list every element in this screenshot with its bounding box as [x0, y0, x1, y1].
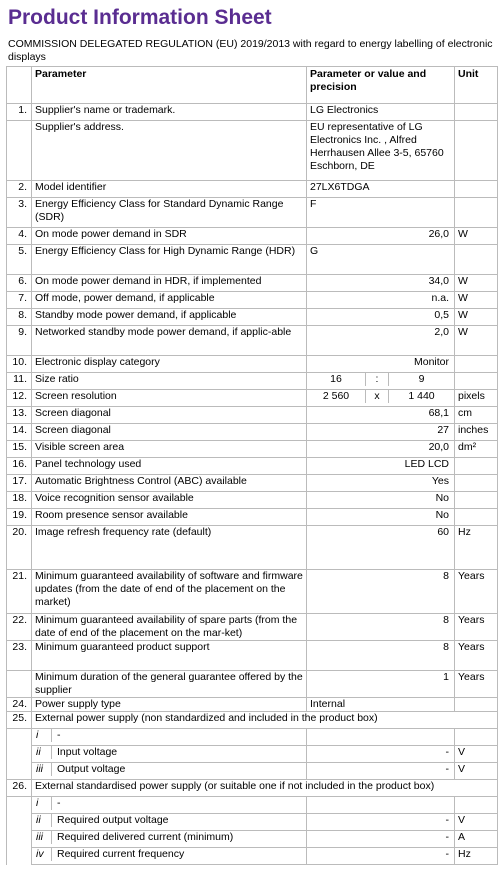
sub-row: [7, 746, 498, 763]
sub-row-parameter: [32, 848, 307, 865]
table-row: [7, 509, 498, 526]
sub-row-index: i: [32, 797, 52, 810]
row-parameter: Panel technology used: [32, 458, 307, 475]
row-unit: W: [455, 292, 498, 309]
row-parameter: Screen diagonal: [32, 407, 307, 424]
row-parameter: Standby mode power demand, if applicable: [32, 309, 307, 326]
row-value: 27LX6TDGA: [307, 181, 455, 198]
row-number: 1.: [7, 104, 32, 121]
row-unit: [455, 181, 498, 198]
table-row: [7, 407, 498, 424]
row-number: 10.: [7, 356, 32, 373]
row-value: n.a.: [307, 292, 455, 309]
sub-row-index: iii: [32, 763, 52, 776]
row-unit: [455, 373, 498, 390]
row-parameter: Energy Efficiency Class for High Dynamic Range (HDR): [32, 245, 307, 275]
row-number: 18.: [7, 492, 32, 509]
row-value: Monitor: [307, 356, 455, 373]
sub-row-spacer: [7, 797, 32, 814]
header-parameter: Parameter: [32, 67, 307, 104]
header-number: [7, 67, 32, 104]
sub-row-value: -: [307, 831, 455, 848]
row-unit: Years: [455, 641, 498, 671]
value-separator: x: [366, 390, 389, 403]
sub-row: [7, 797, 498, 814]
row-unit: [455, 356, 498, 373]
sub-row-spacer: [7, 848, 32, 865]
row-unit: [455, 245, 498, 275]
row-number: 12.: [7, 390, 32, 407]
row-unit: [455, 492, 498, 509]
sub-row-unit: V: [455, 746, 498, 763]
row-number: 19.: [7, 509, 32, 526]
row-unit: Years: [455, 614, 498, 641]
sub-row-parameter: [32, 797, 307, 814]
row-parameter: Screen diagonal: [32, 424, 307, 441]
table-row: [7, 198, 498, 228]
row-number: 25.: [7, 712, 32, 729]
table-row: [7, 245, 498, 275]
value-part-b: 1 440: [408, 390, 435, 402]
row-number: [7, 671, 32, 698]
row-parameter: Supplier's address.: [32, 121, 307, 181]
row-number: 16.: [7, 458, 32, 475]
row-parameter: Off mode, power demand, if applicable: [32, 292, 307, 309]
sub-row-value: -: [307, 848, 455, 865]
sub-row: [7, 814, 498, 831]
row-number: [7, 121, 32, 181]
row-number: 23.: [7, 641, 32, 671]
table-row: [7, 780, 498, 797]
row-value: [307, 390, 455, 407]
sub-row-label: -: [57, 797, 61, 809]
sub-row-label: Required current frequency: [57, 848, 185, 860]
row-parameter: On mode power demand in SDR: [32, 228, 307, 245]
row-value: LED LCD: [307, 458, 455, 475]
row-parameter: Minimum duration of the general guarantee offered by the supplier: [32, 671, 307, 698]
row-value: 8: [307, 641, 455, 671]
row-parameter: External power supply (non standardized and included in the product box): [32, 712, 498, 729]
sub-row-parameter: [32, 831, 307, 848]
table-row: [7, 356, 498, 373]
row-value: F: [307, 198, 455, 228]
row-value: No: [307, 492, 455, 509]
sub-row-unit: V: [455, 814, 498, 831]
row-number: 2.: [7, 181, 32, 198]
row-number: 15.: [7, 441, 32, 458]
table-header-row: [7, 67, 498, 104]
sub-row-parameter: [32, 746, 307, 763]
row-number: 26.: [7, 780, 32, 797]
row-value: 34,0: [307, 275, 455, 292]
row-parameter: Supplier's name or trademark.: [32, 104, 307, 121]
row-parameter: On mode power demand in HDR, if implemented: [32, 275, 307, 292]
row-parameter: Room presence sensor available: [32, 509, 307, 526]
table-row: [7, 641, 498, 671]
sub-row-label: Required delivered current (minimum): [57, 831, 234, 843]
row-number: 11.: [7, 373, 32, 390]
row-value: G: [307, 245, 455, 275]
page-title: Product Information Sheet: [8, 6, 272, 29]
table-row: [7, 441, 498, 458]
row-unit: [455, 475, 498, 492]
table-row: [7, 309, 498, 326]
value-separator: :: [366, 373, 389, 386]
row-number: 21.: [7, 570, 32, 614]
row-number: 7.: [7, 292, 32, 309]
row-value: EU representative of LG Electronics Inc. , Alfred Herrhausen Allee 3-5, 65760 Eschborn, DE: [307, 121, 455, 181]
row-unit: [455, 198, 498, 228]
sub-row: [7, 729, 498, 746]
row-value: 27: [307, 424, 455, 441]
row-unit: inches: [455, 424, 498, 441]
row-number: 17.: [7, 475, 32, 492]
page-subtitle: COMMISSION DELEGATED REGULATION (EU) 2019/2013 with regard to energy labelling of electronic displays: [8, 38, 493, 63]
sub-row-value: [307, 797, 455, 814]
row-unit: dm²: [455, 441, 498, 458]
table-row: [7, 475, 498, 492]
table-row: [7, 492, 498, 509]
row-parameter: Electronic display category: [32, 356, 307, 373]
row-parameter: Screen resolution: [32, 390, 307, 407]
sub-row-label: Output voltage: [57, 763, 126, 775]
sub-row-label: -: [57, 729, 61, 741]
row-value: 8: [307, 614, 455, 641]
table-row: [7, 275, 498, 292]
row-number: 3.: [7, 198, 32, 228]
sub-row-parameter: [32, 729, 307, 746]
row-unit: Years: [455, 570, 498, 614]
sub-row-index: ii: [32, 746, 52, 759]
sub-row-value: -: [307, 814, 455, 831]
table-row: [7, 671, 498, 698]
table-row: [7, 424, 498, 441]
sub-row-unit: Hz: [455, 848, 498, 865]
table-row: [7, 614, 498, 641]
table-row: [7, 526, 498, 570]
row-number: 4.: [7, 228, 32, 245]
row-value: 26,0: [307, 228, 455, 245]
row-parameter: Minimum guaranteed availability of spare parts (from the date of end of the placement on the mar-ket): [32, 614, 307, 641]
sub-row-spacer: [7, 729, 32, 746]
row-parameter: Voice recognition sensor available: [32, 492, 307, 509]
row-number: 8.: [7, 309, 32, 326]
table-row: [7, 570, 498, 614]
row-parameter: Size ratio: [32, 373, 307, 390]
row-number: 22.: [7, 614, 32, 641]
sub-row-spacer: [7, 831, 32, 848]
row-value: 8: [307, 570, 455, 614]
row-unit: W: [455, 309, 498, 326]
row-value: 0,5: [307, 309, 455, 326]
table-row: [7, 326, 498, 356]
row-value: 60: [307, 526, 455, 570]
row-parameter: Minimum guaranteed product support: [32, 641, 307, 671]
row-unit: Hz: [455, 526, 498, 570]
row-value: LG Electronics: [307, 104, 455, 121]
row-value: Yes: [307, 475, 455, 492]
value-part-a: 16: [307, 373, 366, 386]
row-value: Internal: [307, 698, 455, 712]
row-value: 1: [307, 671, 455, 698]
header-unit: Unit: [455, 67, 498, 104]
table-row: [7, 698, 498, 712]
row-number: 14.: [7, 424, 32, 441]
row-unit: [455, 509, 498, 526]
sub-row-value: -: [307, 746, 455, 763]
row-unit: pixels: [455, 390, 498, 407]
row-value: 20,0: [307, 441, 455, 458]
row-parameter: Power supply type: [32, 698, 307, 712]
sub-row-parameter: [32, 763, 307, 780]
row-parameter: Automatic Brightness Control (ABC) available: [32, 475, 307, 492]
header-value: Parameter or value and precision: [307, 67, 455, 104]
table-row: [7, 712, 498, 729]
row-parameter: Energy Efficiency Class for Standard Dynamic Range (SDR): [32, 198, 307, 228]
table-row: [7, 121, 498, 181]
sub-row-spacer: [7, 814, 32, 831]
sub-row-label: Required output voltage: [57, 814, 169, 826]
row-unit: W: [455, 228, 498, 245]
row-unit: [455, 458, 498, 475]
row-number: 6.: [7, 275, 32, 292]
sub-row-index: ii: [32, 814, 52, 827]
table-row: [7, 228, 498, 245]
row-unit: cm: [455, 407, 498, 424]
sub-row-value: -: [307, 763, 455, 780]
row-parameter: Model identifier: [32, 181, 307, 198]
sub-row-unit: A: [455, 831, 498, 848]
row-parameter: Networked standby mode power demand, if applic-able: [32, 326, 307, 356]
value-part-b: 9: [418, 373, 425, 385]
sub-row-unit: V: [455, 763, 498, 780]
sub-row-spacer: [7, 763, 32, 780]
row-number: 13.: [7, 407, 32, 424]
row-value: [307, 373, 455, 390]
row-parameter: Visible screen area: [32, 441, 307, 458]
sub-row-label: Input voltage: [57, 746, 118, 758]
row-parameter: Minimum guaranteed availability of software and firmware updates (from the date of end of the placement on the market): [32, 570, 307, 614]
row-value: 2,0: [307, 326, 455, 356]
row-number: 5.: [7, 245, 32, 275]
sub-row-spacer: [7, 746, 32, 763]
sub-row-value: [307, 729, 455, 746]
sub-row-unit: [455, 729, 498, 746]
row-parameter: Image refresh frequency rate (default): [32, 526, 307, 570]
row-unit: W: [455, 326, 498, 356]
sub-row-index: i: [32, 729, 52, 742]
row-number: 9.: [7, 326, 32, 356]
sub-row-parameter: [32, 814, 307, 831]
row-unit: W: [455, 275, 498, 292]
row-parameter: External standardised power supply (or suitable one if not included in the product box): [32, 780, 498, 797]
table-row: [7, 390, 498, 407]
row-unit: [455, 104, 498, 121]
row-value: No: [307, 509, 455, 526]
sub-row-unit: [455, 797, 498, 814]
row-value: 68,1: [307, 407, 455, 424]
sub-row: [7, 831, 498, 848]
table-row: [7, 373, 498, 390]
sub-row-index: iii: [32, 831, 52, 844]
table-row: [7, 181, 498, 198]
row-number: 20.: [7, 526, 32, 570]
table-row: [7, 104, 498, 121]
value-part-a: 2 560: [307, 390, 366, 403]
info-table: [6, 66, 498, 865]
row-unit: [455, 121, 498, 181]
sub-row: [7, 763, 498, 780]
row-number: 24.: [7, 698, 32, 712]
table-row: [7, 458, 498, 475]
table-row: [7, 292, 498, 309]
row-unit: Years: [455, 671, 498, 698]
sub-row-index: iv: [32, 848, 52, 861]
sub-row: [7, 848, 498, 865]
row-unit: [455, 698, 498, 712]
